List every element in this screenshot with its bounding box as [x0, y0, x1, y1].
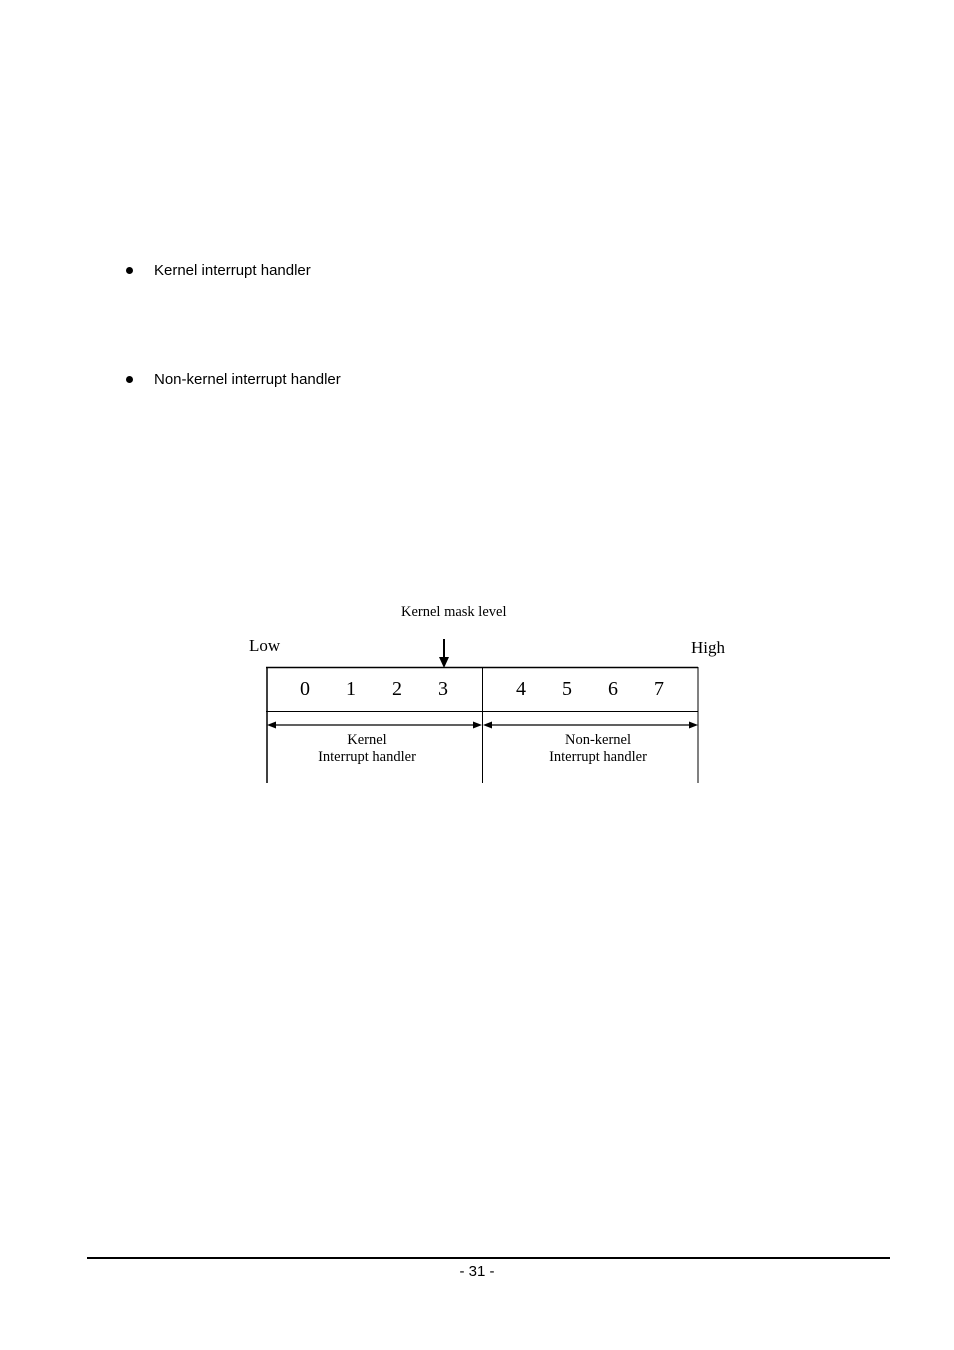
footer-divider: [87, 1257, 890, 1259]
level-4: 4: [516, 678, 526, 700]
bullet-text: Non-kernel interrupt handler: [154, 371, 341, 388]
level-0: 0: [300, 678, 310, 700]
non-kernel-range-arrow-left-head: [483, 722, 492, 729]
kernel-group-label: [267, 732, 467, 766]
bullet-text: Kernel interrupt handler: [154, 262, 311, 279]
low-label: Low: [249, 636, 281, 655]
non-kernel-group-label: [498, 732, 698, 766]
kernel-range-arrow-right-head: [473, 722, 482, 729]
kernel-group-line1: Kernel: [347, 732, 387, 748]
level-5: 5: [562, 678, 572, 700]
high-label: High: [691, 638, 725, 657]
level-2: 2: [392, 678, 402, 700]
level-3: 3: [438, 678, 448, 700]
kernel-group-line2: Interrupt handler: [318, 749, 416, 765]
page-number: - 31 -: [459, 1263, 495, 1280]
non-kernel-group-line2: Interrupt handler: [549, 749, 647, 765]
level-6: 6: [608, 678, 618, 700]
level-1: 1: [346, 678, 356, 700]
kernel-range-arrow-left-head: [267, 722, 276, 729]
non-kernel-range-arrow-right-head: [689, 722, 698, 729]
mask-level-arrow-head: [439, 657, 449, 668]
non-kernel-group-line1: Non-kernel: [564, 732, 632, 748]
level-7: 7: [654, 678, 664, 700]
kernel-mask-level-label: Kernel mask level: [401, 604, 507, 620]
